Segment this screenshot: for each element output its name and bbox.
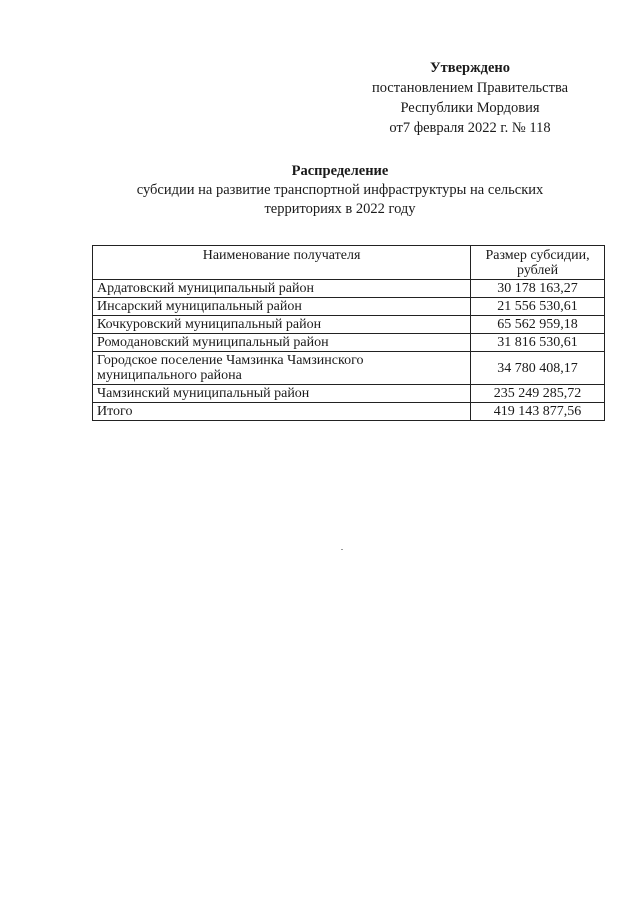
table-row	[93, 316, 605, 334]
recipient-cell: Городское поселение Чамзинка Чамзинского муниципального района	[93, 352, 471, 385]
table-row	[93, 352, 605, 385]
table-row	[93, 385, 605, 403]
document-heading	[60, 162, 620, 219]
approval-title: Утверждено	[430, 60, 510, 76]
document-subtitle-line: территориях в 2022 году	[264, 201, 416, 217]
table-row	[93, 298, 605, 316]
total-label: Итого	[93, 403, 471, 421]
table-row	[93, 334, 605, 352]
table-row	[93, 280, 605, 298]
amount-cell: 235 249 285,72	[471, 385, 605, 403]
amount-cell: 65 562 959,18	[471, 316, 605, 334]
amount-cell: 34 780 408,17	[471, 352, 605, 385]
header-recipient: Наименование получателя	[93, 246, 471, 280]
table-total-row	[93, 403, 605, 421]
document-title: Распределение	[291, 163, 389, 179]
amount-cell: 30 178 163,27	[471, 280, 605, 298]
recipient-cell: Кочкуровский муниципальный район	[93, 316, 471, 334]
amount-cell: 31 816 530,61	[471, 334, 605, 352]
scan-speck	[341, 549, 343, 550]
table-header-row	[93, 246, 605, 280]
approval-line: постановлением Правительства	[371, 80, 569, 96]
amount-cell: 21 556 530,61	[471, 298, 605, 316]
document-subtitle-line: субсидии на развитие транспортной инфраструктуры на сельских	[136, 182, 544, 198]
recipient-cell: Инсарский муниципальный район	[93, 298, 471, 316]
approval-line: Республики Мордовия	[400, 100, 540, 116]
approval-block	[330, 58, 610, 138]
recipient-cell: Чамзинский муниципальный район	[93, 385, 471, 403]
total-amount: 419 143 877,56	[471, 403, 605, 421]
recipient-cell: Ардатовский муниципальный район	[93, 280, 471, 298]
header-amount: Размер субсидии, рублей	[471, 246, 605, 280]
recipient-cell: Ромодановский муниципальный район	[93, 334, 471, 352]
approval-date-number: от7 февраля 2022 г. № 118	[389, 120, 551, 136]
subsidy-table	[92, 245, 605, 421]
